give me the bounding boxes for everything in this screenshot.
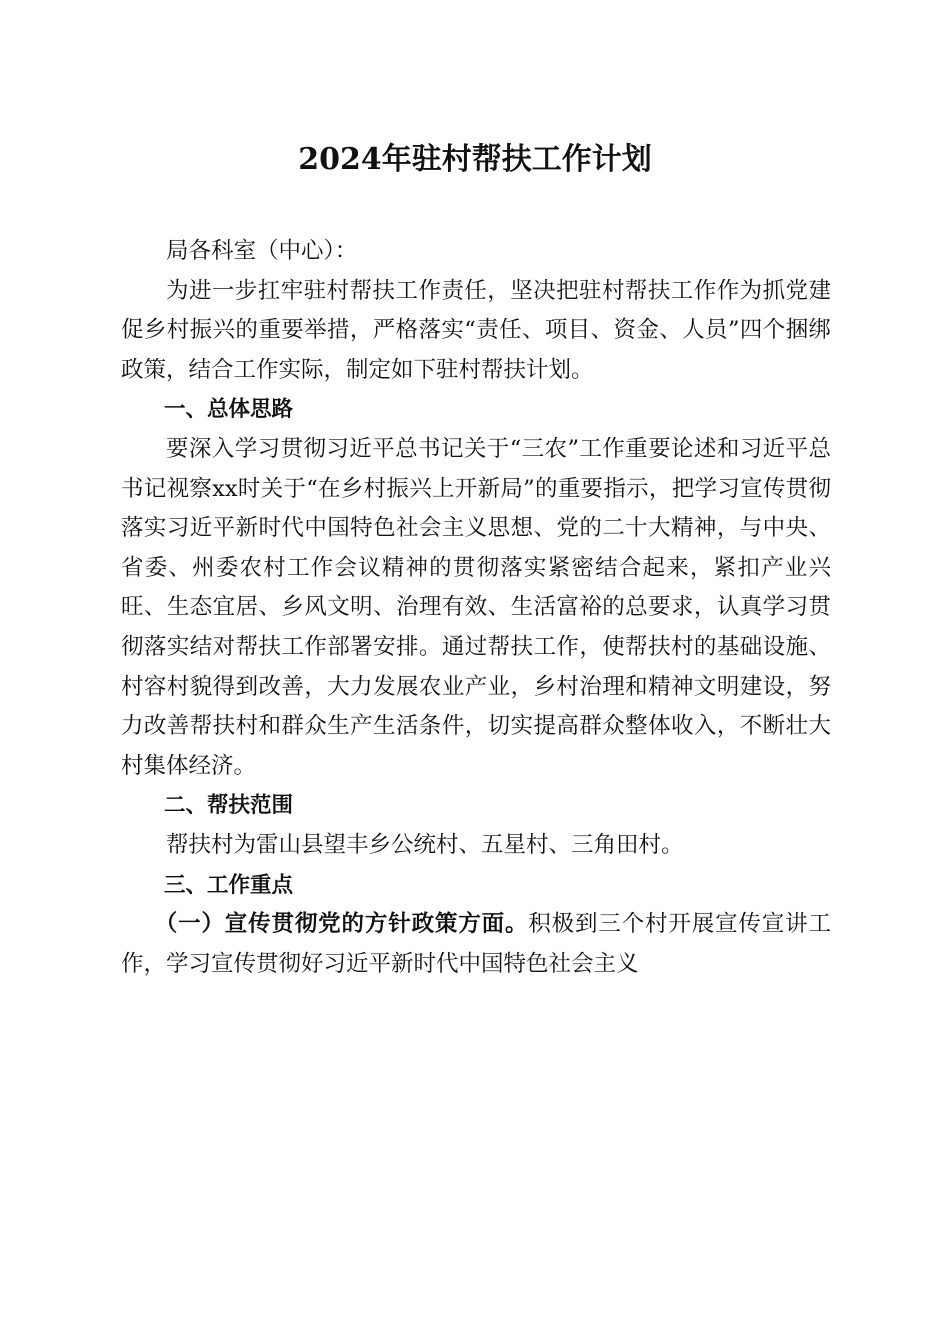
section-heading-key-work: 三、工作重点 (164, 872, 294, 898)
section-text-overall-idea: 要深入学习贯彻习近平总书记关于“三农”工作重要论述和习近平总书记视察xx时关于“在乡村振兴上开新局”的重要指示，把学习宣传贯彻落实习近平新时代中国特色社会主义思想、党的二十大精神，与中央、省委、州委农村工作会议精神的贯彻落实紧密结合起来，紧扣产业兴旺、生态宜居、乡风文明、治理有效、生活富裕的总要求，认真学习贯彻落实结对帮扶工作部署安排。通过帮扶工作，使帮扶村的基础设施、村容村貌得到改善，大力发展农业产业，乡村治理和精神文明建设，努力改善帮扶村和群众生产生活条件，切实提高群众整体收入，不断壮大村集体经济。 (121, 435, 831, 779)
subsection-text: 积极到三个村开展宣传宣讲工作，学习宣传贯彻好习近平新时代中国特色社会主义 (121, 911, 831, 977)
salutation: 局各科室（中心）： (166, 238, 358, 264)
section-text-scope: 帮扶村为雷山县望丰乡公统村、五星村、三角田村。 (166, 831, 684, 858)
document-title: 2024年驻村帮扶工作计划 (298, 142, 652, 177)
subsection-paragraph (121, 905, 831, 984)
section-heading-overall-idea: 一、总体思路 (164, 397, 294, 423)
document-body (121, 232, 831, 984)
subsection-lead: （一）宣传贯彻党的方针政策方面。 (154, 911, 529, 938)
section-heading-scope: 二、帮扶范围 (164, 793, 294, 819)
intro-paragraph: 为进一步扛牢驻村帮扶工作责任，坚决把驻村帮扶工作作为抓党建促乡村振兴的重要举措，严格落实“责任、项目、资金、人员”四个捆绑政策，结合工作实际，制定如下驻村帮扶计划。 (121, 277, 831, 383)
